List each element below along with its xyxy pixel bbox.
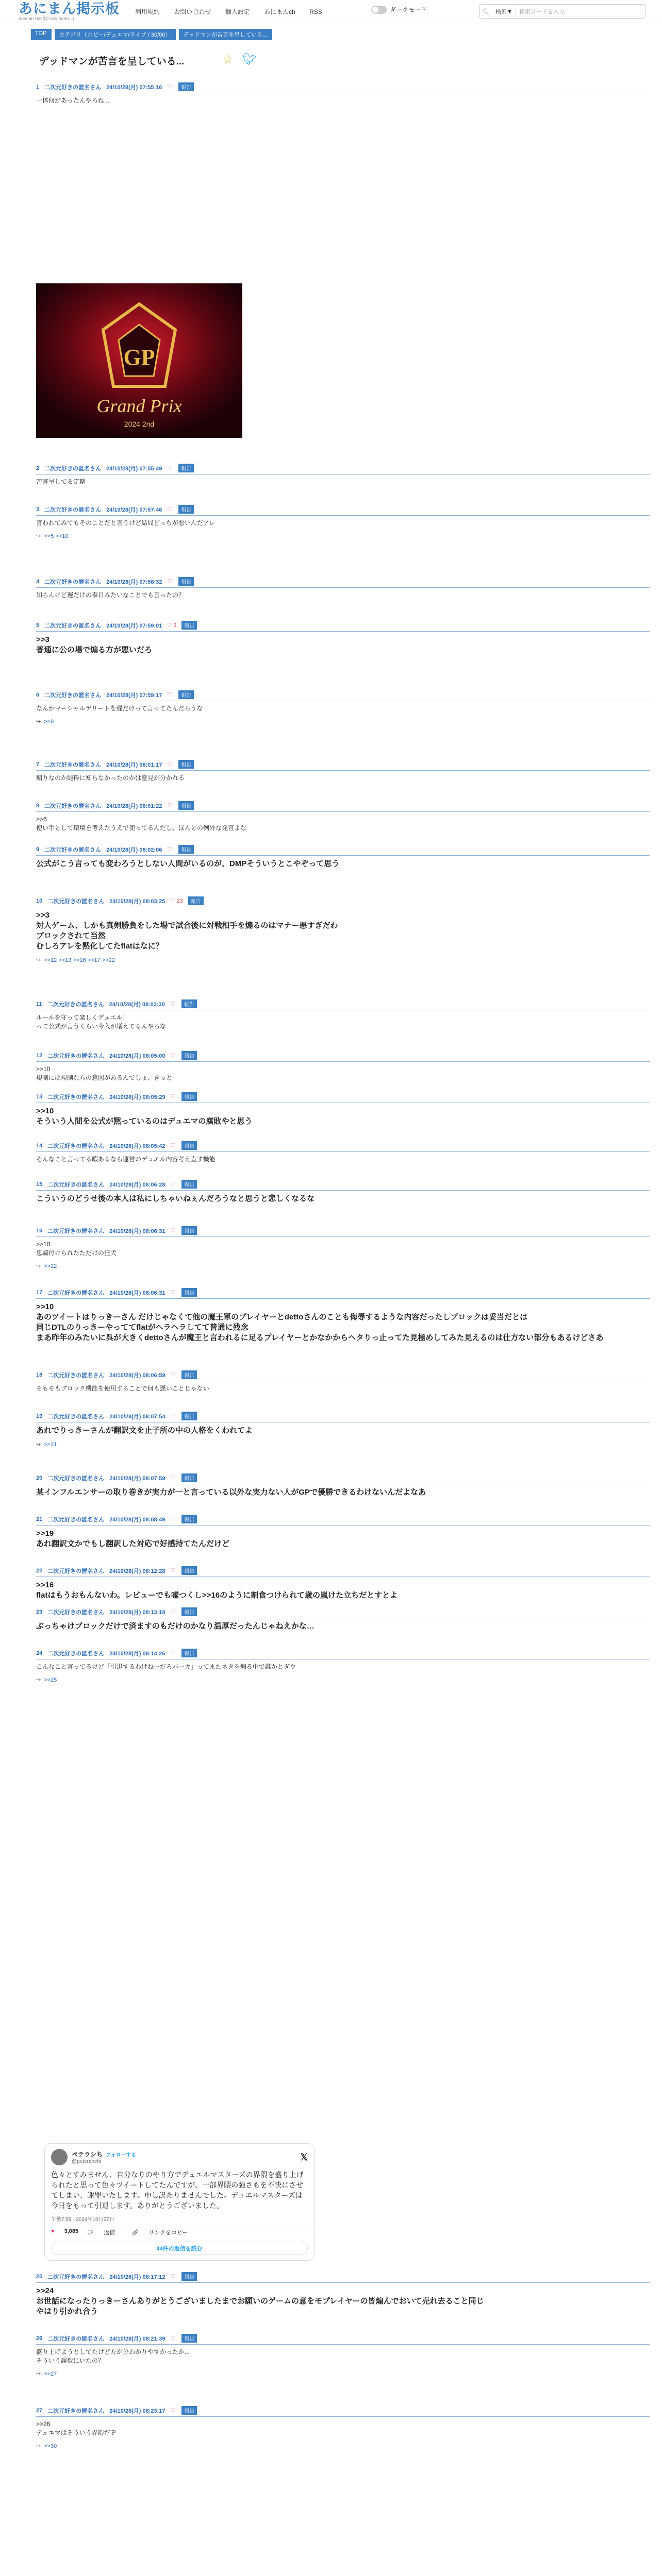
post-body: >>3 対人ゲーム、しかも真剣勝負をした場で試合後に対戦相手を煽るのはマナー悪すぎだわ ブロックされて当然 むしろアレを黙化してたflatはなに？ <box>36 911 338 951</box>
post-header <box>36 1370 650 1381</box>
tweet-timestamp[interactable]: 午後7:59 · 2024年10月27日 <box>51 2217 114 2223</box>
post-number[interactable]: 26 <box>36 2335 43 2342</box>
poster-name: 二次元好きの匿名さん <box>47 1372 105 1379</box>
post-body: >>10 忠騎付けられたただけの狂犬 <box>36 1241 117 1257</box>
avatar[interactable] <box>51 2149 68 2165</box>
logo-subtext: animan bbs(ID:anichann...) <box>19 16 75 21</box>
poster-name: 二次元好きの匿名さん <box>44 84 102 91</box>
poster-name: 二次元好きの匿名さん <box>47 2408 105 2414</box>
tweet-text: 色々とすみません、自分なりのやり方でデュエルマスターズの界隈を盛り上げられたと思って色々ツイートしてたんですが、一部界隈の強さもを不快にさせてしまい、謝罪いたします。申し訳ありませんでした。デュエルマスターズは今日をもって引退します。ありがとうございました。 <box>51 2171 304 2210</box>
post-body: そもそもブロック機能を使用することで何も悪いことじゃない <box>36 1385 209 1392</box>
post-date: 24/10/28(月) 08:14:26 <box>109 1650 166 1657</box>
post-date: 24/10/28(月) 08:05:29 <box>109 1094 166 1100</box>
post-body: なんかマーシャルデリートを遅だけって言ってたんだろうな <box>36 705 203 712</box>
report-button[interactable]: 報告 <box>178 845 194 854</box>
breadcrumb <box>31 29 275 40</box>
post <box>36 1515 650 1549</box>
post-body: そんなこと言ってる暇あるなら運営のデュエル内容考え直す機能 <box>36 1156 216 1163</box>
post-body: ルールを守って楽しくデュエル！ って公式が言うくらい今入が増えてるんやろな <box>36 1014 167 1030</box>
post-body: 某インフルエンサーの取り巻きが実力が一と言っている以外な実力ない人がGPで優勝できるわけないんだよなあ <box>36 1488 426 1497</box>
reply-arrow-icon: ↪ <box>36 1677 41 1683</box>
logo-text: あにまん掲示板 <box>19 1 120 16</box>
post-date: 24/10/28(月) 08:06:31 <box>109 1228 166 1234</box>
post-number[interactable]: 8 <box>36 802 40 809</box>
post-number[interactable]: 25 <box>36 2273 43 2280</box>
post-body: >>3 普通に公の場で煽る方が悪いだろ <box>36 635 153 654</box>
post <box>36 999 650 1031</box>
poster-name: 二次元好きの匿名さん <box>47 1143 105 1149</box>
copy-link-label: リンクをコピー <box>148 2230 188 2236</box>
post-body: >>26 デュエマはそういう界隈だぞ <box>36 2420 117 2436</box>
post-number[interactable]: 17 <box>36 1289 43 1296</box>
like-heart-icon[interactable]: ♡ <box>170 1290 176 1296</box>
site-header <box>0 0 662 23</box>
darkmode-label: ダークモード <box>390 6 427 13</box>
post-number[interactable]: 9 <box>36 846 40 853</box>
post-header <box>36 760 650 771</box>
post <box>36 464 650 486</box>
post-number[interactable]: 16 <box>36 1227 43 1234</box>
twitter-share-icon[interactable]: 🐦︎ <box>242 53 257 65</box>
report-button[interactable]: 報告 <box>181 1051 197 1060</box>
post-number[interactable]: 3 <box>36 506 40 513</box>
report-button[interactable]: 報告 <box>178 690 194 699</box>
post-date: 24/10/28(月) 08:07:54 <box>109 1413 166 1420</box>
like-heart-icon[interactable]: ♡ <box>170 1372 176 1378</box>
post-date: 24/10/28(月) 08:02:06 <box>106 846 162 853</box>
like-heart-icon[interactable]: ♡ <box>170 1001 175 1007</box>
poster-name: 二次元好きの匿名さん <box>47 1094 105 1100</box>
search-box[interactable] <box>479 4 646 19</box>
poster-name: 二次元好きの匿名さん <box>47 1228 105 1234</box>
post <box>36 1288 650 1343</box>
poster-name: 二次元好きの匿名さん <box>47 898 105 905</box>
post-body: >>16 flatはもうおもんないわ。レビューでも嘘つくし>>16のように割食つけられて歳の嵐けた立ちだとすとよ <box>36 1581 398 1600</box>
reply-button[interactable] <box>87 2228 123 2236</box>
post-header <box>36 2406 650 2417</box>
report-button[interactable]: 報告 <box>181 1226 197 1235</box>
breadcrumb-thread[interactable]: デッドマンが苦言を呈している... <box>179 29 272 40</box>
post-date: 24/10/28(月) 08:01:22 <box>106 803 162 809</box>
post <box>36 801 650 833</box>
post <box>36 1649 650 1683</box>
poster-name: 二次元好きの匿名さん <box>47 1650 105 1657</box>
like-heart-icon[interactable]: ♡ <box>167 506 173 513</box>
report-button[interactable]: 報告 <box>181 1473 197 1482</box>
post-header <box>36 621 650 632</box>
reply-arrow-icon: ↪ <box>36 957 41 963</box>
post-number[interactable]: 11 <box>36 1001 42 1007</box>
post-header <box>36 896 650 907</box>
post <box>36 1607 650 1632</box>
reply-links <box>36 957 650 963</box>
like-heart-icon[interactable]: ♡ <box>167 846 173 853</box>
like-count: 23 <box>176 897 183 904</box>
nav-settings[interactable]: 個人設定 <box>225 8 250 15</box>
like-heart-icon[interactable]: ♡ <box>167 622 173 629</box>
post-header <box>36 464 650 474</box>
poster-name: 二次元好きの匿名さん <box>47 1181 105 1188</box>
post <box>36 621 650 655</box>
post-body: >>10 あのツイートはりっきーさん だけじゃなくて他の魔王軍のプレイヤーとdettoさんのことも侮辱するような内容だったしブロックは妥当だとは 同じDTLのりっきーやっててflatがヘラヘラしてて普通に残念 まあ昨年のみたいに呉が大きくdettoさんが魔王と言われるに足るプレイヤーとかなかからヘタりっ止ってた見極めしてみた見えるのは仕方ない部分もあるけどさあ <box>36 1302 604 1342</box>
reply-links <box>36 1263 650 1269</box>
like-heart-icon[interactable]: ♡ <box>170 1181 176 1188</box>
like-heart-icon[interactable]: ♡ <box>167 84 173 90</box>
report-button[interactable]: 報告 <box>178 505 194 514</box>
poster-name: 二次元好きの匿名さん <box>47 1001 104 1008</box>
poster-name: 二次元好きの匿名さん <box>47 2335 105 2342</box>
post-header <box>36 1412 650 1422</box>
poster-name: 二次元好きの匿名さん <box>44 846 102 853</box>
post-number[interactable]: 2 <box>36 465 40 471</box>
post-header <box>36 82 650 93</box>
post-number[interactable]: 24 <box>36 1650 43 1656</box>
nav-rss[interactable]: RSS <box>309 8 322 15</box>
nav-contact[interactable]: お問い合わせ <box>174 8 211 15</box>
tweet-actions <box>45 2225 314 2240</box>
report-button[interactable]: 報告 <box>181 1566 197 1575</box>
post-header <box>36 505 650 516</box>
like-heart-icon[interactable]: ♡ <box>170 1650 176 1656</box>
post-date: 24/10/28(月) 07:58:32 <box>106 579 162 585</box>
post <box>36 505 650 539</box>
reply-arrow-icon: ↪ <box>36 533 41 539</box>
search-select[interactable]: 検索▼ <box>492 7 516 15</box>
post-number[interactable]: 27 <box>36 2407 43 2414</box>
post <box>36 690 650 725</box>
post-body: ぶっちゃけブロックだけで済ますのもだけのかなり温厚だったんじゃねえかな… <box>36 1622 315 1631</box>
post-number[interactable]: 5 <box>36 622 40 629</box>
report-button[interactable]: 報告 <box>178 82 194 91</box>
post-number[interactable]: 21 <box>36 1516 43 1522</box>
poster-name: 二次元好きの匿名さん <box>47 1516 105 1523</box>
post-number[interactable]: 6 <box>36 691 40 698</box>
post <box>36 1566 650 1601</box>
x-logo-icon[interactable]: 𝕏 <box>300 2151 308 2162</box>
report-button[interactable]: 報告 <box>181 1370 197 1379</box>
post-header <box>36 1226 650 1237</box>
post-date: 24/10/28(月) 08:12:28 <box>109 1568 166 1574</box>
like-count: 3 <box>173 622 177 629</box>
report-button[interactable]: 報告 <box>181 1515 197 1523</box>
post <box>36 1226 650 1269</box>
report-button[interactable]: 報告 <box>178 801 194 810</box>
reply-label: 返信 <box>104 2230 115 2236</box>
post-number[interactable]: 10 <box>36 897 43 904</box>
like-heart-icon[interactable]: ♡ <box>170 1475 176 1481</box>
post-body: >>6 使い手として環境を考えたうえで使ってるんだし、ほんとの例外な発言よな <box>36 816 247 832</box>
post-header <box>36 845 650 856</box>
search-icon[interactable]: 🔍︎ <box>483 8 490 15</box>
post-body: >>19 あれ翻訳文かでもし翻訳した対応で好感持てたんだけど <box>36 1529 230 1548</box>
post <box>36 1473 650 1498</box>
reply-links <box>36 1441 650 1448</box>
post <box>36 1370 650 1393</box>
post-header <box>36 1180 650 1191</box>
post-body: あれでりっきーさんが翻訳文を止子所の中の人格をくわれてよ <box>36 1426 253 1435</box>
post-date: 24/10/28(月) 08:06:59 <box>109 1372 166 1379</box>
link-icon: 🔗︎ <box>131 2230 139 2236</box>
post <box>36 577 650 600</box>
like-heart-icon[interactable]: ♡ <box>167 761 173 768</box>
poster-name: 二次元好きの匿名さん <box>47 1413 105 1420</box>
like-heart-icon[interactable]: ♡ <box>167 692 173 698</box>
follow-link[interactable]: フォローする <box>106 2153 137 2158</box>
like-heart-icon[interactable]: ♡ <box>170 1143 176 1149</box>
reply-anchor-list[interactable]: >>5 >>10 <box>44 533 69 539</box>
image-subtitle-text: 2024 2nd <box>124 420 155 428</box>
post-date: 24/10/28(月) 08:21:39 <box>109 2335 166 2342</box>
reply-anchor-list[interactable]: >>25 <box>44 1677 57 1683</box>
reply-links <box>36 533 650 539</box>
post-body: こんなこと言ってるけど「引退するわけねーだろバーカ」ってまたネタを煽る中で誰かとダウ <box>36 1663 296 1670</box>
like-count: 3,085 <box>64 2228 79 2234</box>
post-body: >>10 規制には規制ならの意図があるんでしょ、きっと <box>36 1065 173 1081</box>
tweet-author-handle[interactable]: @peteranchi <box>72 2159 101 2164</box>
post-number[interactable]: 22 <box>36 1567 43 1574</box>
report-button[interactable]: 報告 <box>181 1649 197 1657</box>
favorite-star-icon[interactable]: ☆ <box>223 53 233 65</box>
report-button[interactable]: 報告 <box>181 1092 197 1101</box>
post-date: 24/10/28(月) 08:05:00 <box>109 1053 166 1059</box>
reply-anchor-list[interactable]: >>21 <box>44 1442 57 1448</box>
like-heart-icon[interactable]: ♡ <box>170 1413 176 1419</box>
reply-links <box>36 2370 650 2377</box>
report-button[interactable]: 報告 <box>178 760 194 769</box>
embedded-tweet[interactable] <box>44 2143 315 2261</box>
post-body: 煽りなのか純粋に知らなかったのかは意見が分かれる <box>36 774 185 782</box>
poster-name: 二次元好きの匿名さん <box>44 579 102 585</box>
poster-name: 二次元好きの匿名さん <box>47 1053 105 1059</box>
header-nav <box>135 7 335 16</box>
post-header <box>36 577 650 588</box>
report-button[interactable]: 報告 <box>181 621 197 630</box>
like-heart-icon[interactable]: ♡ <box>170 2335 176 2342</box>
tweet-author-name[interactable]: ペテラシち <box>72 2151 103 2158</box>
post-number[interactable]: 20 <box>36 1475 43 1481</box>
post <box>36 82 650 105</box>
post-body: こういうのどうせ後の本人は私にしちゃいねぇんだろうなと思うと悲しくなるな <box>36 1194 315 1203</box>
post-date: 24/10/28(月) 08:05:42 <box>109 1143 166 1149</box>
darkmode-toggle[interactable] <box>371 5 427 14</box>
reply-anchor-list[interactable]: >>27 <box>44 2371 57 2377</box>
breadcrumb-category[interactable]: カテゴリ（ホビー/デュエマ/ライブ / 30/00） <box>55 29 176 40</box>
poster-name: 二次元好きの匿名さん <box>44 803 102 809</box>
report-button[interactable]: 報告 <box>178 577 194 586</box>
post <box>36 760 650 783</box>
post-number[interactable]: 4 <box>36 578 40 585</box>
like-heart-icon[interactable]: ♡ <box>170 1609 176 1615</box>
post-header <box>36 2272 650 2283</box>
like-heart-icon[interactable]: ♡ <box>170 1094 176 1100</box>
post-header <box>36 999 650 1010</box>
post-number[interactable]: 7 <box>36 761 40 768</box>
post <box>36 1141 650 1164</box>
post-date: 24/10/28(月) 08:07:59 <box>109 1475 166 1482</box>
poster-name: 二次元好きの匿名さん <box>47 1609 105 1616</box>
post-date: 24/10/28(月) 08:08:49 <box>109 1516 166 1523</box>
heart-icon: ♥ <box>51 2228 55 2234</box>
post-number[interactable]: 12 <box>36 1052 43 1059</box>
poster-name: 二次元好きの匿名さん <box>44 622 102 629</box>
post-header <box>36 1141 650 1152</box>
like-heart-icon[interactable]: ♡ <box>170 1228 176 1234</box>
post-header <box>36 1649 650 1659</box>
poster-name: 二次元好きの匿名さん <box>47 1568 105 1574</box>
post-body: 知らんけど遅だけの奉日みたいなことでも言ったの？ <box>36 591 185 599</box>
reply-anchor-list[interactable]: >>22 <box>44 1263 57 1269</box>
toggle-switch[interactable] <box>371 6 387 14</box>
like-heart-icon[interactable]: ♡ <box>167 803 173 809</box>
report-button[interactable]: 報告 <box>181 2334 197 2343</box>
like-heart-icon[interactable]: ♡ <box>170 1516 176 1522</box>
like-heart-icon[interactable]: ♡ <box>170 1568 176 1574</box>
post-header <box>36 1515 650 1526</box>
post-date: 24/10/28(月) 08:01:17 <box>106 761 162 768</box>
report-button[interactable]: 報告 <box>181 1288 197 1297</box>
nav-animanch[interactable]: あにまんch <box>264 8 295 15</box>
post <box>36 2334 650 2377</box>
report-button[interactable]: 報告 <box>178 464 194 472</box>
report-button[interactable]: 報告 <box>181 2272 197 2281</box>
like-heart-icon[interactable]: ♡ <box>170 2408 176 2414</box>
post <box>36 2406 650 2449</box>
post-date: 24/10/28(月) 08:23:17 <box>109 2408 166 2414</box>
like-heart-icon[interactable]: ♡ <box>170 898 176 904</box>
like-heart-icon[interactable]: ♡ <box>167 579 173 585</box>
copy-link-button[interactable] <box>131 2228 196 2236</box>
title-actions <box>223 53 257 66</box>
post-date: 24/10/28(月) 08:06:28 <box>109 1181 166 1188</box>
post-date: 24/10/28(月) 08:03:25 <box>109 898 166 905</box>
post-number[interactable]: 13 <box>36 1093 43 1100</box>
post <box>36 1412 650 1448</box>
grand-prix-image[interactable] <box>36 283 242 438</box>
poster-name: 二次元好きの匿名さん <box>44 465 102 472</box>
image-title-text: Grand Prix <box>96 396 182 416</box>
svg-text:GP: GP <box>123 345 155 370</box>
post-body: 言われてみてもそのことだと言うけど結局どっちが悪いんだアレ <box>36 519 216 527</box>
post-header <box>36 1051 650 1062</box>
reply-anchor-list[interactable]: >>8 <box>44 719 54 725</box>
post-date: 24/10/28(月) 07:59:01 <box>106 622 162 629</box>
poster-name: 二次元好きの匿名さん <box>47 1290 105 1296</box>
post-date: 24/10/28(月) 08:17:12 <box>109 2274 166 2280</box>
post-date: 24/10/28(月) 07:55:16 <box>106 84 162 91</box>
reply-arrow-icon: ↪ <box>36 719 41 725</box>
post-body: 苦言呈してる定期 <box>36 478 86 485</box>
thread-title: デッドマンが苦言を呈している... <box>39 56 185 67</box>
report-button[interactable]: 報告 <box>181 999 197 1008</box>
like-button[interactable] <box>51 2228 78 2236</box>
post-header <box>36 801 650 812</box>
post-body: 一体何があったんやろね... <box>36 97 109 104</box>
poster-name: 二次元好きの匿名さん <box>47 1475 105 1482</box>
post-number[interactable]: 14 <box>36 1142 43 1149</box>
site-logo[interactable] <box>19 1 120 21</box>
post-number[interactable]: 23 <box>36 1608 43 1615</box>
poster-name: 二次元好きの匿名さん <box>47 2274 105 2280</box>
post-body: >>10 そういう人間を公式が黙っているのはデュエマの腐敗やと思う <box>36 1107 253 1126</box>
post-date: 24/10/28(月) 07:55:49 <box>106 465 162 472</box>
post-body: >>24 お世話になったりっきーさんありがとうございましたまでお願いのゲームの意をモプレイヤーの皆煽んでおいて売れ去ること同じ やはり引かれ合う <box>36 2286 484 2316</box>
reply-icon: 💬︎ <box>87 2230 94 2236</box>
post-header <box>36 1566 650 1577</box>
search-input[interactable]: 検索ワードを入力 <box>519 9 565 15</box>
post-header <box>36 1288 650 1299</box>
report-button[interactable]: 報告 <box>181 1607 197 1616</box>
read-replies-button[interactable]: 44件の返信を読む <box>51 2242 308 2255</box>
post-date: 24/10/28(月) 08:03:30 <box>109 1001 165 1008</box>
poster-name: 二次元好きの匿名さん <box>44 692 102 699</box>
nav-terms[interactable]: 利用規約 <box>135 8 160 15</box>
post-number[interactable]: 18 <box>36 1371 43 1378</box>
post <box>36 845 650 869</box>
post-number[interactable]: 1 <box>36 83 40 90</box>
report-button[interactable]: 報告 <box>181 1141 197 1150</box>
post <box>36 1051 650 1082</box>
like-heart-icon[interactable]: ♡ <box>167 465 173 471</box>
report-button[interactable]: 報告 <box>188 896 204 905</box>
report-button[interactable]: 報告 <box>181 2406 197 2415</box>
reply-arrow-icon: ↪ <box>36 1442 41 1448</box>
post-header <box>36 690 650 701</box>
post <box>36 1180 650 1204</box>
post-body: 公式がこう言っても変わろうとしない人間がいるのが、DMPそういうとこやぞって思う <box>36 859 340 868</box>
report-button[interactable]: 報告 <box>181 1180 197 1189</box>
reply-arrow-icon: ↪ <box>36 2371 41 2377</box>
like-heart-icon[interactable]: ♡ <box>170 2274 176 2280</box>
reply-links <box>36 1676 650 1683</box>
post <box>36 2272 650 2317</box>
poster-name: 二次元好きの匿名さん <box>44 506 102 513</box>
post <box>36 896 650 963</box>
post-header <box>36 1473 650 1484</box>
report-button[interactable]: 報告 <box>181 1412 197 1420</box>
post-date: 24/10/28(月) 07:57:46 <box>106 506 162 513</box>
post-header <box>36 1607 650 1618</box>
post-date: 24/10/28(月) 08:06:31 <box>109 1290 166 1296</box>
post-header <box>36 1092 650 1103</box>
reply-arrow-icon: ↪ <box>36 1263 41 1269</box>
reply-links <box>36 2443 650 2449</box>
like-heart-icon[interactable]: ♡ <box>170 1053 176 1059</box>
post-number[interactable]: 19 <box>36 1413 43 1419</box>
reply-arrow-icon: ↪ <box>36 2443 41 2449</box>
reply-anchor-list[interactable]: >>30 <box>44 2443 57 2449</box>
reply-anchor-list[interactable]: >>12 >>13 >>16 >>17 >>22 <box>44 957 115 963</box>
reply-links <box>36 718 650 725</box>
post-date: 24/10/28(月) 08:13:18 <box>109 1609 166 1616</box>
breadcrumb-top[interactable]: TOP <box>31 29 52 40</box>
post-date: 24/10/28(月) 07:59:17 <box>106 692 162 699</box>
poster-name: 二次元好きの匿名さん <box>44 761 102 768</box>
post-header <box>36 2334 650 2345</box>
post-body: 盛り上げようとしてたけど方が分わかりやすかったか... そういう誤数にいたの？ <box>36 2348 190 2364</box>
post <box>36 1092 650 1127</box>
post-number[interactable]: 15 <box>36 1181 43 1188</box>
